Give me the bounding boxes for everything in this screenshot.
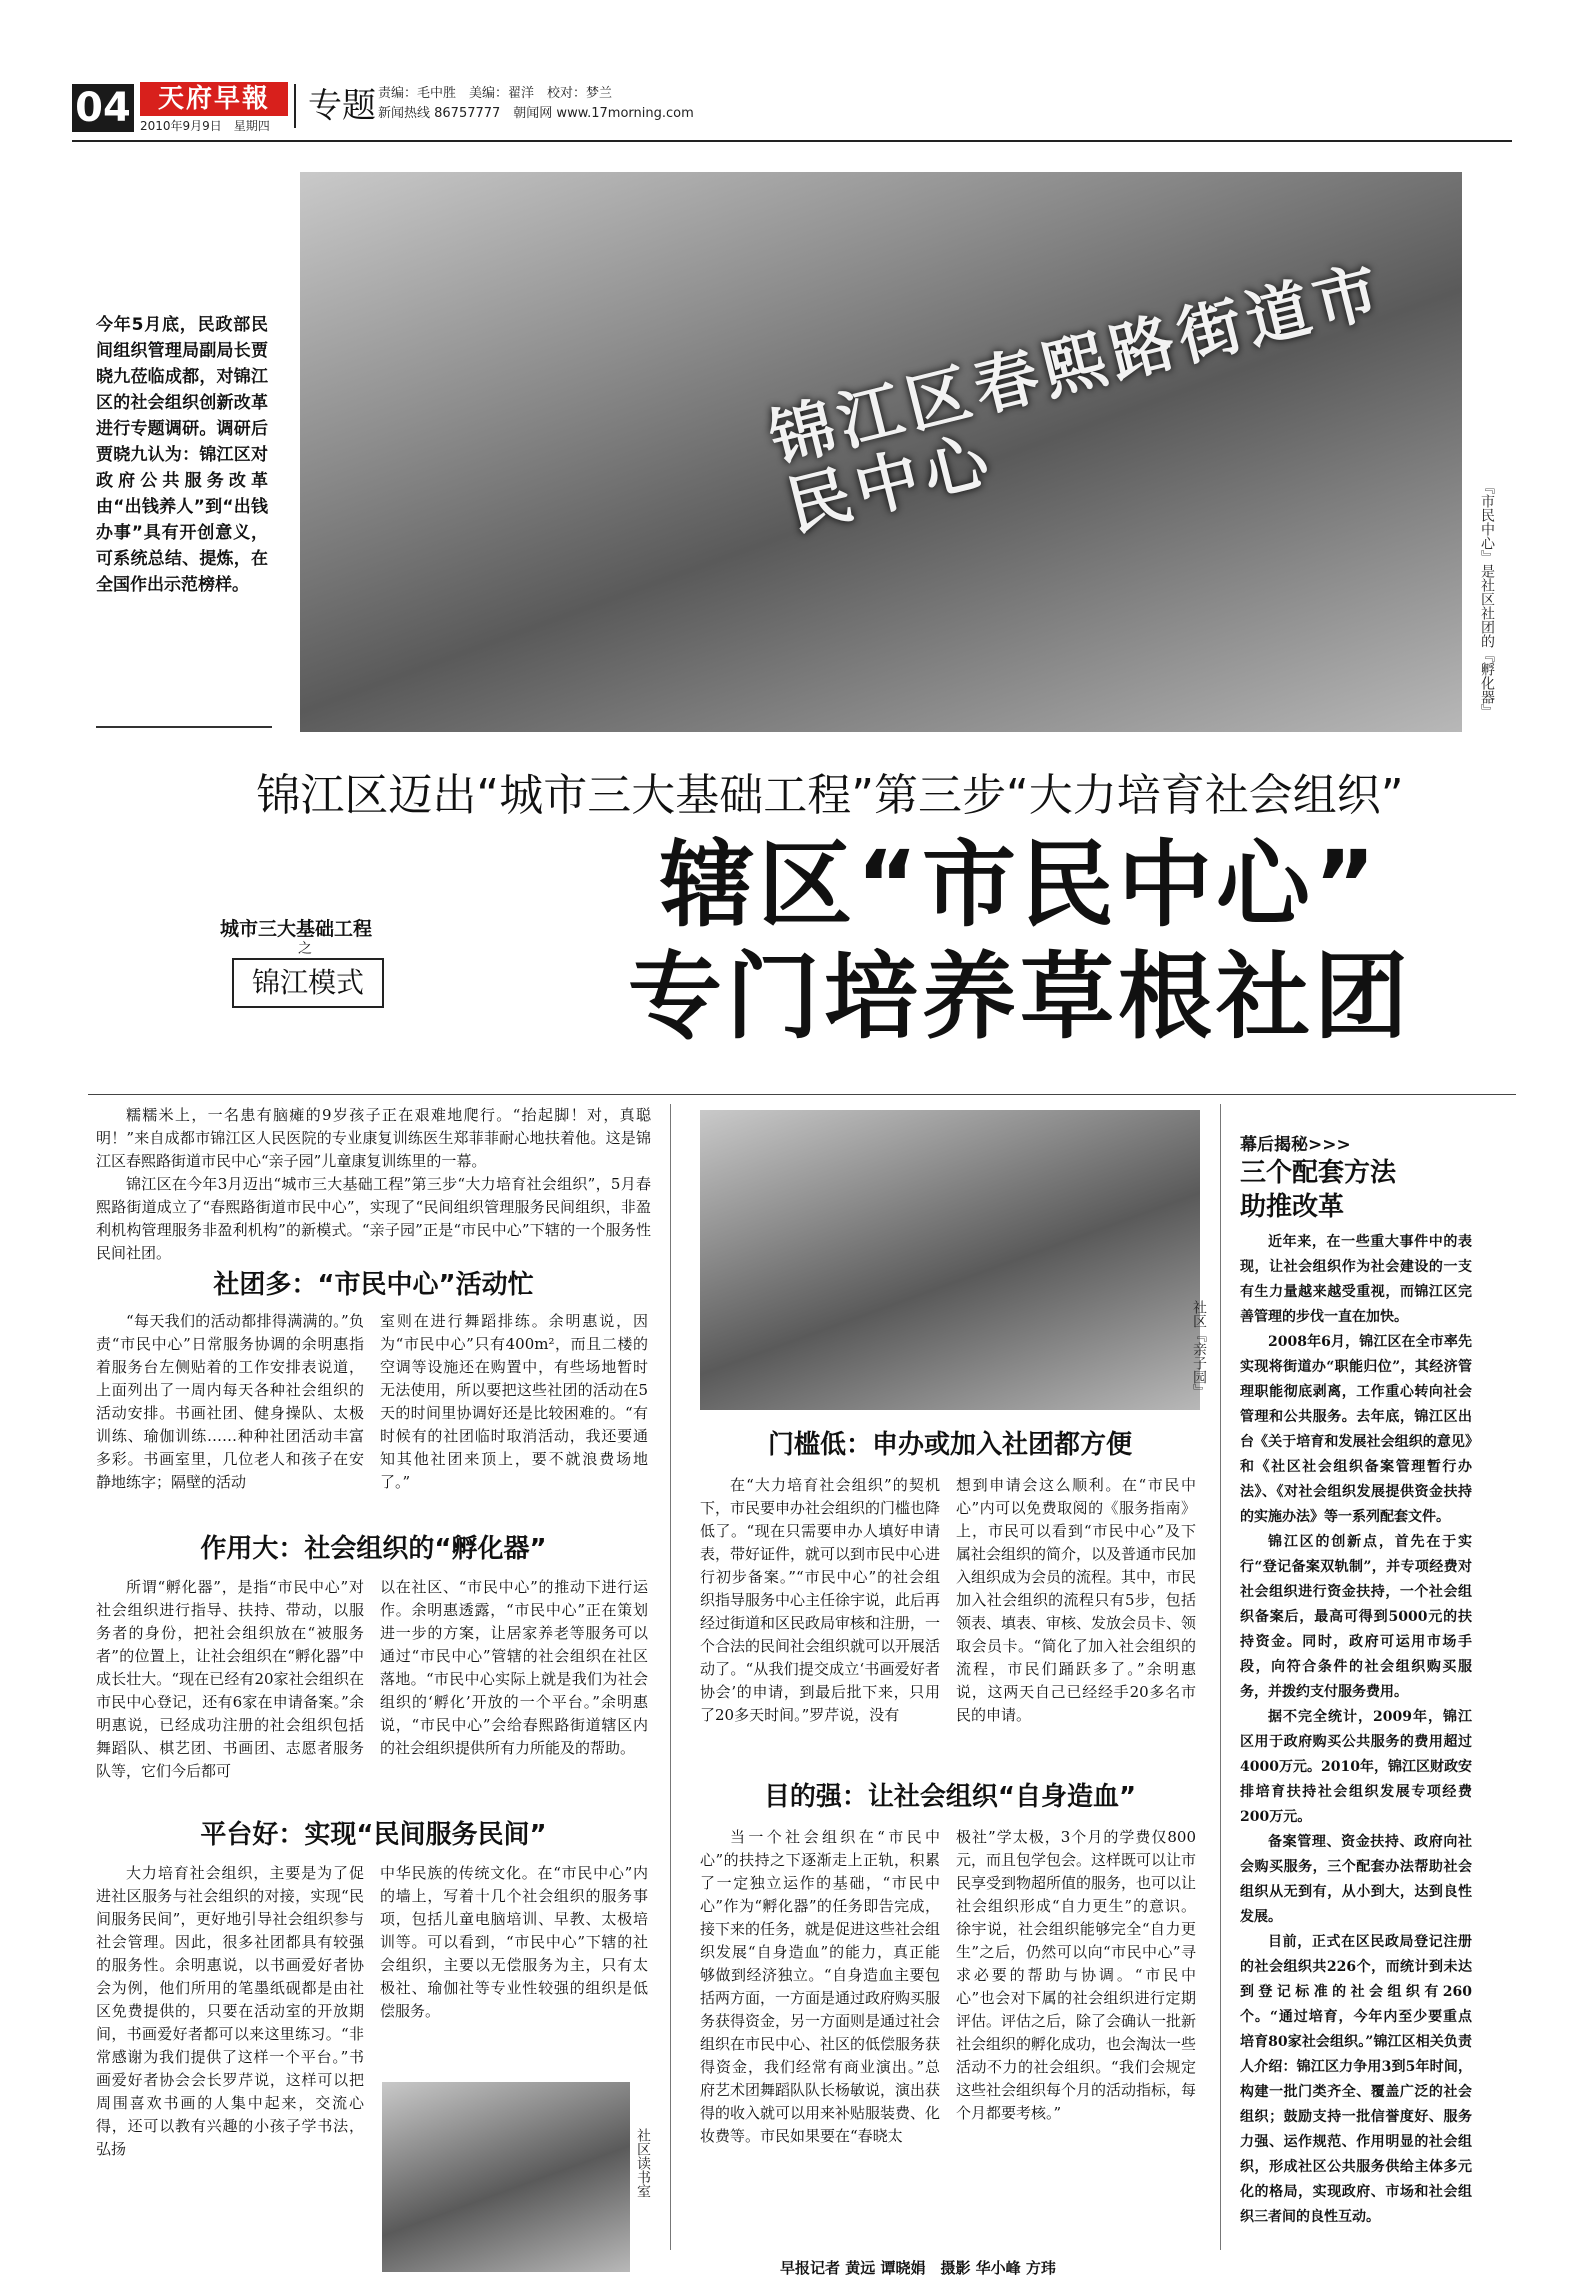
sidebar-paragraph: 目前，正式在区民政局登记注册的社会组织共226个，而统计到未达到登记标准的社会组织有260个。“通过培育，今年内至少要重点培育80家社会组织。”锦江区相关负责人介绍：锦江区力争用3到5年时间，构建一批门类齐全、覆盖广泛的社会组织；鼓励支持一批信誉度好、服务力强、运作规范、作用明显的社会组织，形成社区公共服务供给主体多元化的格局，实现政府、市场和社会组织三者间的良性互动。 xyxy=(1240,1934,1472,2225)
section-title: 目的强：让社会组织“自身造血” xyxy=(763,1782,1137,1812)
sidebar-paragraph: 据不完全统计，2009年，锦江区用于政府购买公共服务的费用超过4000万元。2010年，锦江区财政安排培育扶持社会组织发展专项经费200万元。 xyxy=(1240,1709,1472,1825)
series-badge-box: 锦江模式 xyxy=(232,958,384,1008)
series-badge-zhi: 之 xyxy=(298,941,312,957)
sidebar-title: 助推改革 xyxy=(1240,1192,1345,1222)
sidebar-paragraph: 备案管理、资金扶持、政府向社会购买服务，三个配套办法帮助社会组织从无到有，从小到大，达到良性发展。 xyxy=(1240,1834,1472,1925)
section-title: 门槛低：申办或加入社团都方便 xyxy=(767,1430,1132,1460)
top-photo-caption: 『市民中心』是社区社团的『孵化器』 xyxy=(1479,480,1495,718)
sidebar-paragraph: 2008年6月，锦江区在全市率先实现将街道办“职能归位”，其经济管理职能彻底剥离，工作重心转向社会管理和公共服务。去年底，锦江区出台《关于培育和发展社会组织的意见》和《社区社会组织备案管理暂行办法》、《对社会组织发展提供资金扶持的实施办法》等一系列配套文件。 xyxy=(1240,1334,1472,1525)
parent-child-caption: 社区『亲子园』 xyxy=(1191,1300,1207,1398)
sidebar-title: 三个配套方法 xyxy=(1240,1158,1397,1188)
headline-line2: 专门培养草根社团 xyxy=(627,943,1412,1052)
lead-paragraph: 糯糯米上，一名患有脑瘫的9岁孩子正在艰难地爬行。“抬起脚！对，真聪明！”来自成都市锦江区人民医院的专业康复训练医生郑菲菲耐心地扶着他。这是锦江区春熙路街道市民中心“亲子园”儿童康复训练里的一幕。 xyxy=(96,1106,651,1170)
section-column: 室则在进行舞蹈排练。余明惠说，因为“市民中心”只有400m²，而且二楼的空调等设施还在购置中，有些场地暂时无法使用，所以要把这些社团的活动在5天的时间里协调好还是比较困难的。“有时候有的社团临时取消活动，我还要通知其他社团来顶上，要不就浪费场地了。” xyxy=(380,1312,648,1491)
credits xyxy=(378,84,694,124)
editor-credits: 责编：毛中胜 美编：翟洋 校对：梦兰 xyxy=(378,86,613,101)
header-rule xyxy=(72,140,1512,142)
section-column: “每天我们的活动都排得满满的。”负责“市民中心”日常服务协调的余明惠指着服务台左侧贴着的工作安排表说道，上面列出了一周内每天各种社会组织的活动安排。书画社团、健身操队、太极训练、瑜伽训练……种种社团活动丰富多彩。书画室里，几位老人和孩子在安静地练字；隔壁的活动 xyxy=(96,1312,364,1491)
section-column: 在“大力培育社会组织”的契机下，市民要申办社会组织的门槛也降低了。“现在只需要申办人填好申请表，带好证件，就可以到市民中心进行初步备案。”“市民中心”的社会组织指导服务中心主任徐宇说，此后再经过街道和区民政局审核和注册，一个合法的民间社会组织就可以开展活动了。“从我们提交成立‘书画爱好者协会’的申请，到最后批下来，只用了20多天时间。”罗芹说，没有 xyxy=(700,1476,941,1724)
issue-date: 2010年9月9日 星期四 xyxy=(140,119,270,133)
section-column: 当一个社会组织在“市民中心”的扶持之下逐渐走上正轨，积累了一定独立运作的基础，“市民中心”作为“孵化器”的任务即告完成，接下来的任务，就是促进这些社会组织发展“自身造血”的能力，真正能够做到经济独立。“自身造血主要包括两方面，一方面是通过政府购买服务获得资金，另一方面则是通过社会组织在市民中心、社区的低偿服务获得资金，我们经常有商业演出。”总府艺术团舞蹈队队长杨敏说，演出获得的收入就可以用来补贴服装费、化妆费等。市民如果要在“春晓太 xyxy=(700,1828,941,2145)
section-name: 专题 xyxy=(294,84,376,128)
kicker-headline: 锦江区迈出“城市三大基础工程”第三步“大力培育社会组织” xyxy=(256,770,1404,821)
section-column: 极社”学太极，3个月的学费仅800元，而且包学包会。这样既可以让市民享受到物超所值的服务，也可以让社会组织形成“自力更生”的意识。徐宇说，社会组织能够完全“自力更生”之后，仍然可以向“市民中心”寻求必要的帮助与协调。“市民中心”也会对下属的社会组织进行定期评估。评估之后，除了会确认一批新社会组织的孵化成功，也会淘汰一些活动不力的社会组织。“我们会规定这些社会组织每个月的活动指标，每个月都要考核。” xyxy=(956,1828,1197,2122)
column-divider xyxy=(670,1104,671,2250)
top-photo xyxy=(300,172,1462,732)
newspaper-logo: 天府早報 xyxy=(140,82,288,116)
section-column: 以在社区、“市民中心”的推动下进行运作。余明惠透露，“市民中心”正在策划进一步的方案，让居家养老等服务可以通过“市民中心”管辖的社会组织在社区落地。“市民中心实际上就是我们为社会组织的‘孵化’开放的一个平台。”余明惠说，“市民中心”会给春熙路街道辖区内的社会组织提供所有力所能及的帮助。 xyxy=(380,1578,648,1757)
intro-text: 今年5月底，民政部民间组织管理局副局长贾晓九莅临成都，对锦江区的社会组织创新改革进行专题调研。调研后贾晓九认为：锦江区对政府公共服务改革由“出钱养人”到“出钱办事”具有开创意义，可系统总结、提炼，在全国作出示范榜样。 xyxy=(96,315,268,595)
main-headline xyxy=(560,830,1480,1054)
section-title: 社团多：“市民中心”活动忙 xyxy=(213,1270,534,1300)
sidebar-paragraph: 近年来，在一些重大事件中的表现，让社会组织作为社会建设的一支有生力量越来越受重视，而锦江区完善管理的步伐一直在加快。 xyxy=(1240,1234,1472,1325)
photo-sign-text: 锦江区春熙路街道市民中心 xyxy=(762,253,1393,546)
parent-child-photo xyxy=(700,1110,1200,1410)
sidebar-paragraph: 锦江区的创新点，首先在于实行“登记备案双轨制”，并专项经费对社会组织进行资金扶持，一个社会组织备案后，最高可得到5000元的扶持资金。同时，政府可运用市场手段，向符合条件的社会组织购买服务，并拨约支付服务费用。 xyxy=(1240,1534,1472,1700)
series-badge-title: 城市三大基础工程 xyxy=(220,918,373,940)
lead-paragraph: 锦江区在今年3月迈出“城市三大基础工程”第三步“大力培育社会组织”，5月春熙路街道成立了“春熙路街道市民中心”，实现了“民间组织管理服务民间组织，非盈利机构管理服务非盈利机构”的新模式。“亲子园”正是“市民中心”下辖的一个服务性民间社团。 xyxy=(96,1175,651,1262)
section-column: 所谓“孵化器”，是指“市民中心”对社会组织进行指导、扶持、带动，以服务者的身份，把社会组织放在“被服务者”的位置上，让社会组织在“孵化器”中成长壮大。“现在已经有20家社会组织在市民中心登记，还有6家在申请备案。”余明惠说，已经成功注册的社会组织包括舞蹈队、棋艺团、书画团、志愿者服务队等，它们今后都可 xyxy=(96,1578,364,1780)
column-divider xyxy=(1220,1104,1221,2250)
reading-room-photo xyxy=(382,2082,630,2272)
body-rule xyxy=(88,1094,1516,1095)
reading-room-caption: 社区读书室 xyxy=(635,2128,651,2198)
section-title: 作用大：社会组织的“孵化器” xyxy=(200,1534,547,1564)
lead xyxy=(96,1104,651,1265)
sidebar xyxy=(1240,1134,1472,2230)
section-title: 平台好：实现“民间服务民间” xyxy=(200,1820,547,1850)
intro-rule xyxy=(96,726,272,728)
section-column: 中华民族的传统文化。在“市民中心”内的墙上，写着十几个社会组织的服务事项，包括儿童电脑培训、早教、太极培训等。可以看到，“市民中心”下辖的社会组织，主要以无偿服务为主，只有太极社、瑜伽社等专业性较强的组织是低偿服务。 xyxy=(380,1864,648,2020)
sidebar-kicker: 幕后揭秘>>> xyxy=(1240,1135,1351,1155)
section-column: 大力培育社会组织，主要是为了促进社区服务与社会组织的对接，实现“民间服务民间”，更好地引导社会组织参与社会管理。因此，很多社团都具有较强的服务性。余明惠说，以书画爱好者协会为例，他们所用的笔墨纸砚都是由社区免费提供的，只要在活动室的开放期间，书画爱好者都可以来这里练习。“非常感谢为我们提供了这样一个平台。”书画爱好者协会会长罗芹说，这样可以把周围喜欢书画的人集中起来，交流心得，还可以教有兴趣的小孩子学书法，弘扬 xyxy=(96,1864,364,2158)
headline-line1: 辖区“市民中心” xyxy=(660,831,1380,940)
hotline-credits: 新闻热线 86757777 朝闻网 www.17morning.com xyxy=(378,106,694,121)
byline: 早报记者 黄远 谭晓娟 摄影 华小峰 方玮 xyxy=(780,2259,1056,2277)
section-column: 想到申请会这么顺利。在“市民中心”内可以免费取阅的《服务指南》上，市民可以看到“市民中心”及下属社会组织的简介，以及普通市民加入组织成为会员的流程。其中，市民加入社会组织的流程只有5步，包括领表、填表、审核、发放会员卡、领取会员卡。“简化了加入社会组织的流程，市民们踊跃多了。”余明惠说，这两天自己已经经手20多名市民的申请。 xyxy=(956,1476,1197,1724)
page-number: 04 xyxy=(72,84,134,132)
